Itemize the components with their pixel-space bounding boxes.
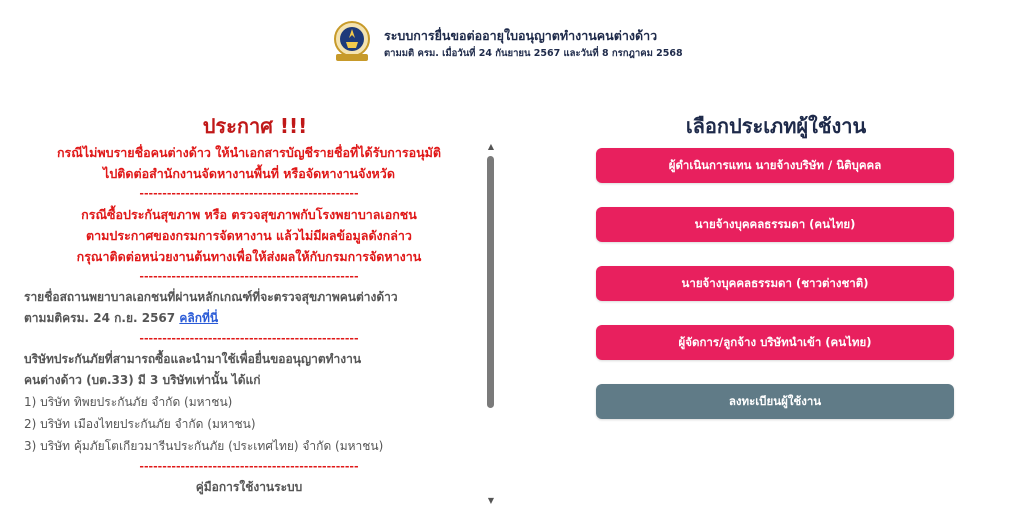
announcement-scrollbar[interactable]	[484, 142, 498, 506]
insurance-notice	[20, 204, 478, 267]
hospital-date-text: ตามมติครม. 24 ก.ย. 2567	[24, 311, 176, 325]
hospital-text-line2	[24, 308, 478, 329]
insurer-item: 3) บริษัท คุ้มภัยโตเกียวมารีนประกันภัย (ประเทศไทย) จำกัด (มหาชน)	[24, 439, 384, 453]
thai-individual-employer-button[interactable]: นายจ้างบุคคลธรรมดา (คนไทย)	[596, 207, 954, 242]
hospital-info	[20, 287, 478, 329]
hospital-text: รายชื่อสถานพยาบาลเอกชนที่ผ่านหลักเกณฑ์ที่จะตรวจสุขภาพคนต่างด้าว	[24, 290, 398, 304]
insurer-item: 1) บริษัท ทิพยประกันภัย จำกัด (มหาชน)	[24, 395, 233, 409]
divider: ------------------------------------------------	[139, 270, 359, 283]
divider: ------------------------------------------------	[139, 187, 359, 200]
divider: ------------------------------------------------	[139, 332, 359, 345]
notice-line: ไปติดต่อสำนักงานจัดหางานพื้นที่ หรือจัดหางานจังหวัด	[103, 166, 395, 181]
scroll-down-arrow-icon[interactable]: ▼	[487, 496, 495, 505]
manual-heading: คู่มือการใช้งานระบบ	[195, 480, 303, 494]
announcement-title: ประกาศ !!!	[202, 114, 308, 138]
system-subtitle: ตามมติ ครม. เมื่อวันที่ 24 กันยายน 2567 และวันที่ 8 กรกฎาคม 2568	[384, 48, 683, 59]
page-header	[0, 0, 1024, 70]
hospital-list-link[interactable]: คลิกที่นี่	[179, 311, 219, 325]
scroll-up-arrow-icon[interactable]: ▲	[487, 142, 495, 151]
insurance-info	[20, 349, 478, 391]
import-company-manager-button[interactable]: ผู้จัดการ/ลูกจ้าง บริษัทนำเข้า (คนไทย)	[596, 325, 954, 360]
notice-line: กรณีไม่พบรายชื่อคนต่างด้าว ให้นำเอกสารบัญชีรายชื่อที่ได้รับการอนุมัติ	[56, 145, 442, 160]
foreign-individual-employer-button[interactable]: นายจ้างบุคคลธรรมดา (ชาวต่างชาติ)	[596, 266, 954, 301]
notice-line: ตามประกาศของกรมการจัดหางาน แล้วไม่มีผลข้อมูลดังกล่าว	[86, 228, 412, 243]
system-title: ระบบการยื่นขอต่ออายุใบอนุญาตทำงานคนต่างด้าว	[384, 28, 658, 43]
insurance-text: บริษัทประกันภัยที่สามารถซื้อและนำมาใช้เพื่อยื่นขออนุญาตทำงาน	[24, 352, 362, 366]
not-found-notice	[20, 142, 478, 184]
divider: ------------------------------------------------	[139, 460, 359, 473]
notice-line: กรุณาติดต่อหน่วยงานต้นทางเพื่อให้ส่งผลให้กับกรมการจัดหางาน	[76, 249, 422, 264]
announcement-panel[interactable]	[20, 142, 478, 506]
company-agent-button[interactable]: ผู้ดำเนินการแทน นายจ้างบริษัท / นิติบุคคล	[596, 148, 954, 183]
department-seal-icon	[332, 20, 372, 62]
user-type-title: เลือกประเภทผู้ใช้งาน	[685, 114, 867, 138]
insurer-item: 2) บริษัท เมืองไทยประกันภัย จำกัด (มหาชน)	[24, 417, 256, 431]
notice-line: กรณีซื้อประกันสุขภาพ หรือ ตรวจสุขภาพกับโรงพยาบาลเอกชน	[81, 207, 417, 222]
scrollbar-thumb[interactable]	[487, 156, 494, 408]
insurance-text: คนต่างด้าว (บต.33) มี 3 บริษัทเท่านั้น ได้แก่	[24, 373, 261, 387]
register-user-button[interactable]: ลงทะเบียนผู้ใช้งาน	[596, 384, 954, 419]
